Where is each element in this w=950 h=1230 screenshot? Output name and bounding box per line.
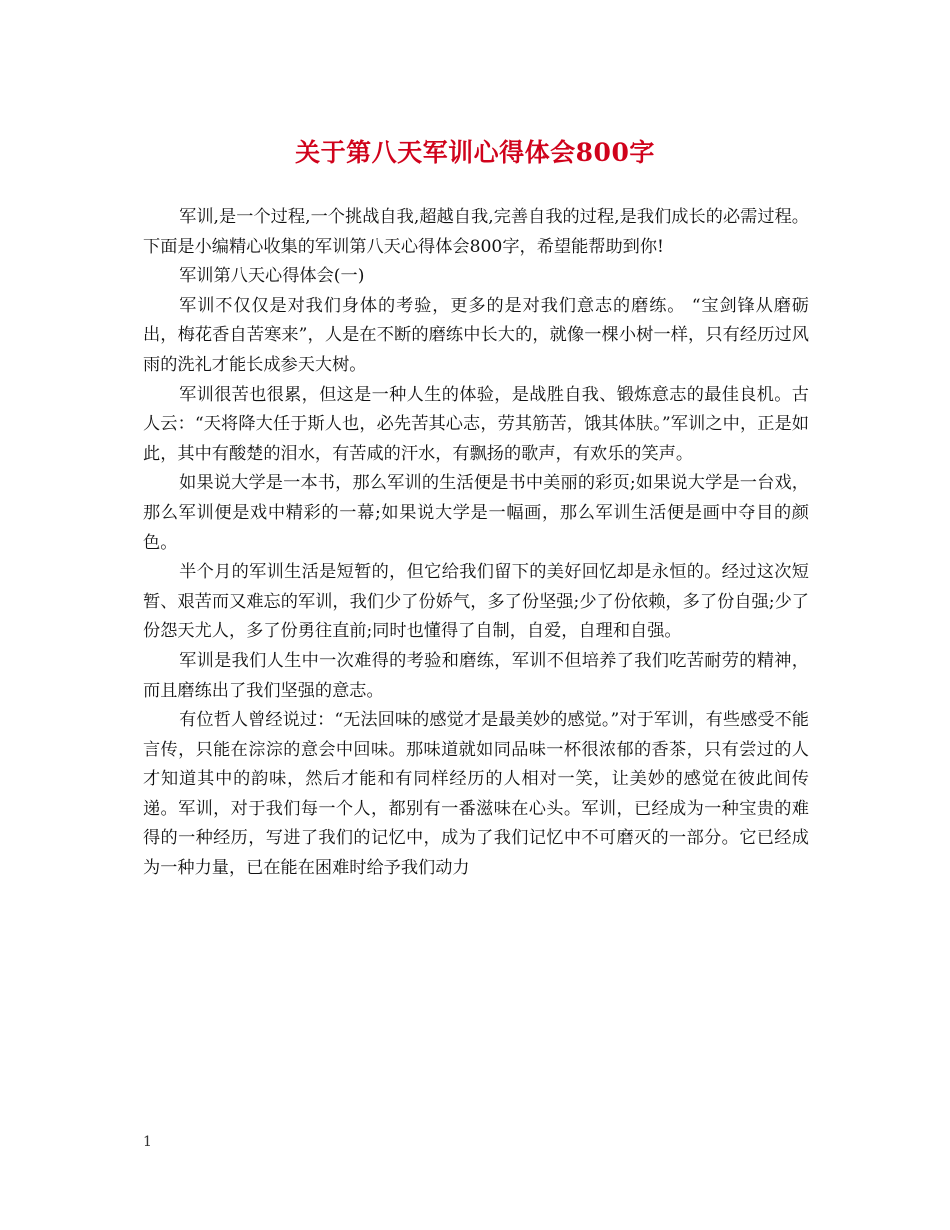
section-heading: 军训第八天心得体会(一) [179,266,365,287]
paragraph: 军训不仅仅是对我们身体的考验，更多的是对我们意志的磨练。 “宝剑锋从磨砺出，梅花香自苦寒来”，人是在不断的磨练中长大的，就像一棵小树一样，只有经历过风雨的洗礼才能长成参天大树。 [143,295,809,375]
page-title: 关于第八天军训心得体会800字 [295,138,655,167]
paragraph: 半个月的军训生活是短暂的，但它给我们留下的美好回忆却是永恒的。经过这次短暂、艰苦而又难忘的军训，我们少了份娇气，多了份坚强;少了份依赖，多了份自强;少了份怨天尤人，多了份勇往直前;同时也懂得了自制，自爱，自理和自强。 [143,562,809,642]
page-number: 1 [143,1134,152,1150]
paragraph: 有位哲人曾经说过：“无法回味的感觉才是最美妙的感觉。”对于军训，有些感受不能言传，只能在淙淙的意会中回味。那味道就如同品味一杯很浓郁的香茶，只有尝过的人才知道其中的韵味，然后才能和有同样经历的人相对一笑，让美妙的感觉在彼此间传递。军训，对于我们每一个人，都别有一番滋味在心头。军训，已经成为一种宝贵的难得的一种经历，写进了我们的记忆中，成为了我们记忆中不可磨灭的一部分。它已经成为一种力量，已在能在困难时给予我们动力 [143,710,809,879]
paragraph: 军训是我们人生中一次难得的考验和磨练，军训不但培养了我们吃苦耐劳的精神，而且磨练出了我们坚强的意志。 [143,650,809,701]
paragraph: 如果说大学是一本书，那么军训的生活便是书中美丽的彩页;如果说大学是一台戏，那么军训便是戏中精彩的一幕;如果说大学是一幅画，那么军训生活便是画中夺目的颜色。 [143,473,809,553]
paragraph-intro: 军训,是一个过程,一个挑战自我,超越自我,完善自我的过程,是我们成长的必需过程。下面是小编精心收集的军训第八天心得体会800字，希望能帮助到你! [143,207,809,257]
document-body [143,203,809,884]
paragraph: 军训很苦也很累，但这是一种人生的体验，是战胜自我、锻炼意志的最佳良机。古人云：“天将降大任于斯人也，必先苦其心志，劳其筋苦，饿其体肤。”军训之中，正是如此，其中有酸楚的泪水，有苦咸的汗水，有飘扬的歌声，有欢乐的笑声。 [143,384,809,464]
